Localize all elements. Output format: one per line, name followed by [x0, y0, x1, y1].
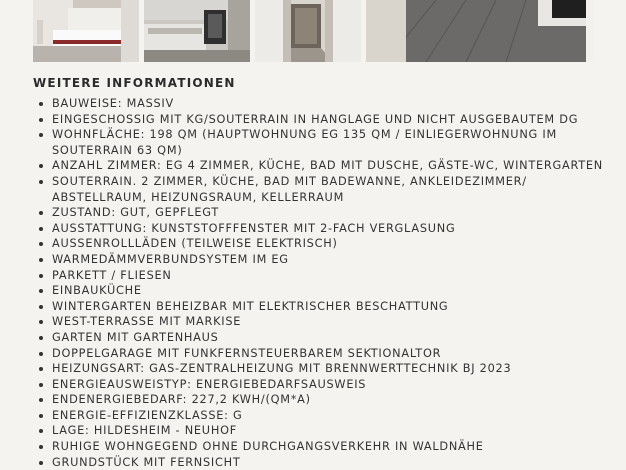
list-item: AUSSENROLLLÄDEN (TEILWEISE ELEKTRISCH) — [33, 236, 613, 252]
kitchen-photo[interactable] — [144, 0, 250, 62]
section-title: WEITERE INFORMATIONEN — [33, 76, 236, 90]
list-item: LAGE: HILDESHEIM - NEUHOF — [33, 423, 613, 439]
list-item: HEIZUNGSART: GAS-ZENTRALHEIZUNG MIT BRENNWERTTECHNIK BJ 2023 — [33, 361, 613, 377]
list-item: ANZAHL ZIMMER: EG 4 ZIMMER, KÜCHE, BAD MIT DUSCHE, GÄSTE-WC, WINTERGARTEN — [33, 158, 613, 174]
list-item: ZUSTAND: GUT, GEPFLEGT — [33, 205, 613, 221]
list-item: WEST-TERRASSE MIT MARKISE — [33, 314, 613, 330]
list-item: DOPPELGARAGE MIT FUNKFERNSTEUERBAREM SEKTIONALTOR — [33, 346, 613, 362]
bathroom-photo[interactable] — [33, 0, 139, 62]
hallway-photo[interactable] — [255, 0, 361, 62]
list-item: PARKETT / FLIESEN — [33, 268, 613, 284]
list-item: ENERGIEAUSWEISTYP: ENERGIEBEDARFSAUSWEIS — [33, 377, 613, 393]
list-item: BAUWEISE: MASSIV — [33, 96, 613, 112]
list-item: GARTEN MIT GARTENHAUS — [33, 330, 613, 346]
list-item: WOHNFLÄCHE: 198 QM (HAUPTWOHNUNG EG 135 QM / EINLIEGERWOHNUNG IM SOUTERRAIN 63 QM) — [33, 127, 613, 158]
list-item: GRUNDSTÜCK MIT FERNSICHT — [33, 455, 613, 470]
list-item: WARMEDÄMMVERBUNDSYSTEM IM EG — [33, 252, 613, 268]
list-item: AUSSTATTUNG: KUNSTSTOFFFENSTER MIT 2-FACH VERGLASUNG — [33, 221, 613, 237]
photo-gallery — [0, 0, 626, 64]
info-list — [33, 96, 613, 470]
list-item: SOUTERRAIN. 2 ZIMMER, KÜCHE, BAD MIT BADEWANNE, ANKLEIDEZIMMER/ ABSTELLRAUM, HEIZUNGSRAUM, KELLERRAUM — [33, 174, 613, 205]
list-item: EINBAUKÜCHE — [33, 283, 613, 299]
living-room-photo[interactable] — [366, 0, 594, 62]
list-item: EINGESCHOSSIG MIT KG/SOUTERRAIN IN HANGLAGE UND NICHT AUSGEBAUTEM DG — [33, 112, 613, 128]
list-item: ENERGIE-EFFIZIENZKLASSE: G — [33, 408, 613, 424]
list-item: WINTERGARTEN BEHEIZBAR MIT ELEKTRISCHER BESCHATTUNG — [33, 299, 613, 315]
list-item: RUHIGE WOHNGEGEND OHNE DURCHGANGSVERKEHR IN WALDNÄHE — [33, 439, 613, 455]
list-item: ENDENERGIEBEDARF: 227,2 KWH/(QM*A) — [33, 392, 613, 408]
